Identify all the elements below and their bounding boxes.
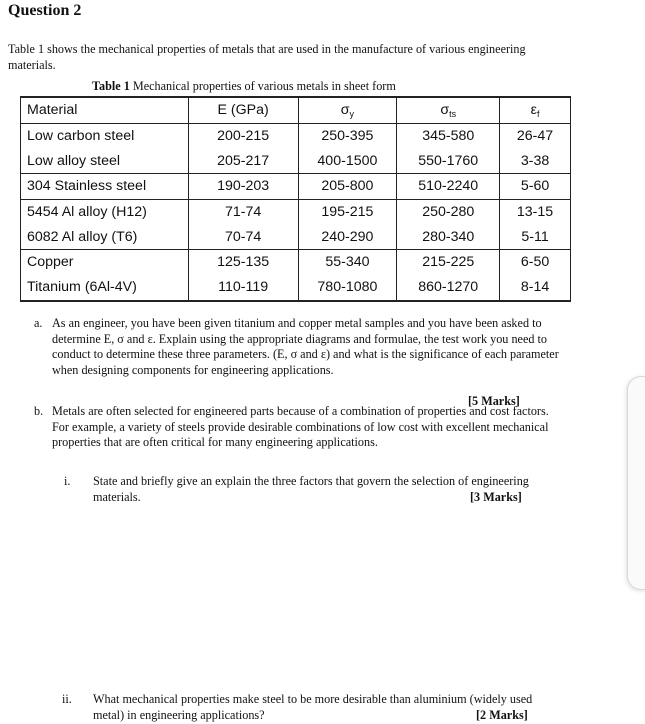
part-a-marks: [5 Marks] [468, 394, 520, 408]
cell-sy: 250-395 [298, 123, 397, 148]
cell-ef: 5-60 [500, 174, 571, 200]
header-tensile-strength [397, 97, 500, 123]
cell-ef: 26-47 [500, 123, 571, 148]
table-header-row [21, 97, 571, 123]
side-scroll-tab[interactable] [627, 376, 645, 590]
cell-sts: 250-280 [397, 199, 500, 224]
cell-sts: 860-1270 [397, 275, 500, 301]
part-b-i-marks: [3 Marks] [470, 490, 522, 504]
part-b-ii-marks: [2 Marks] [476, 708, 528, 722]
header-symbol: ε [530, 101, 537, 118]
cell-sy: 400-1500 [298, 148, 397, 173]
table-row [21, 148, 571, 173]
part-b-i-text: State and briefly give an explain the three factors that govern the selection of engineering materials. [93, 474, 529, 504]
cell-material: 5454 Al alloy (H12) [21, 199, 189, 224]
cell-ef: 6-50 [500, 250, 571, 275]
cell-sy: 240-290 [298, 224, 397, 249]
cell-ef: 5-11 [500, 224, 571, 249]
cell-material: Low alloy steel [21, 148, 189, 173]
header-modulus: E (GPa) [188, 97, 298, 123]
cell-sy: 205-800 [298, 174, 397, 200]
cell-e: 200-215 [188, 123, 298, 148]
table-caption-label: Table 1 [92, 79, 130, 93]
part-b-ii-label: ii. [62, 692, 72, 706]
cell-sts: 215-225 [397, 250, 500, 275]
cell-sts: 550-1760 [397, 148, 500, 173]
cell-e: 205-217 [188, 148, 298, 173]
cell-ef: 8-14 [500, 275, 571, 301]
cell-e: 190-203 [188, 174, 298, 200]
header-symbol: σ [340, 101, 350, 118]
part-b-ii-text: What mechanical properties make steel to be more desirable than aluminium (widely used metal) in engineering applications? [93, 692, 533, 722]
cell-material: Titanium (6Al-4V) [21, 275, 189, 301]
question-title: Question 2 [8, 2, 82, 19]
cell-material: Copper [21, 250, 189, 275]
cell-e: 71-74 [188, 199, 298, 224]
header-subscript: f [536, 108, 540, 119]
cell-e: 70-74 [188, 224, 298, 249]
header-material: Material [21, 97, 189, 123]
table-row [21, 199, 571, 224]
header-symbol: σ [440, 101, 450, 118]
cell-sy: 195-215 [298, 199, 397, 224]
cell-e: 110-119 [188, 275, 298, 301]
part-a-label: a. [34, 316, 43, 330]
cell-sts: 280-340 [397, 224, 500, 249]
part-b-text: Metals are often selected for engineered parts because of a combination of properties and cost factors. For example, a variety of steels provide desirable combinations of low cost with excellent mechanical properties that are often critical for many engineering applications. [52, 404, 549, 450]
header-yield-strength [298, 97, 397, 123]
cell-material: Low carbon steel [21, 123, 189, 148]
cell-material: 6082 Al alloy (T6) [21, 224, 189, 249]
part-a-text: As an engineer, you have been given titanium and copper metal samples and you have been asked to determine E, σ and ε. Explain using the appropriate diagrams and formulae, the test work you need to conduct to determine these three parameters. (E, σ and ε) and what is the significance of each parameter when designing components for engineering applications. [52, 316, 559, 377]
cell-material: 304 Stainless steel [21, 174, 189, 200]
table-caption-text: Mechanical properties of various metals in sheet form [132, 79, 396, 93]
cell-ef: 13-15 [500, 199, 571, 224]
cell-sy: 55-340 [298, 250, 397, 275]
part-b-i-label: i. [64, 474, 71, 488]
table-row [21, 224, 571, 249]
intro-text: Table 1 shows the mechanical properties of metals that are used in the manufacture of various engineering materials. [8, 42, 526, 72]
table-row [21, 250, 571, 275]
table-row [21, 275, 571, 301]
properties-table [20, 96, 571, 302]
cell-sts: 510-2240 [397, 174, 500, 200]
cell-sts: 345-580 [397, 123, 500, 148]
cell-e: 125-135 [188, 250, 298, 275]
cell-ef: 3-38 [500, 148, 571, 173]
header-subscript: ts [449, 108, 457, 119]
cell-sy: 780-1080 [298, 275, 397, 301]
table-caption [92, 79, 396, 94]
header-subscript: y [349, 108, 355, 119]
header-strain-at-fracture [500, 97, 571, 123]
table-row [21, 174, 571, 200]
table-row [21, 123, 571, 148]
part-b-label: b. [34, 404, 44, 418]
